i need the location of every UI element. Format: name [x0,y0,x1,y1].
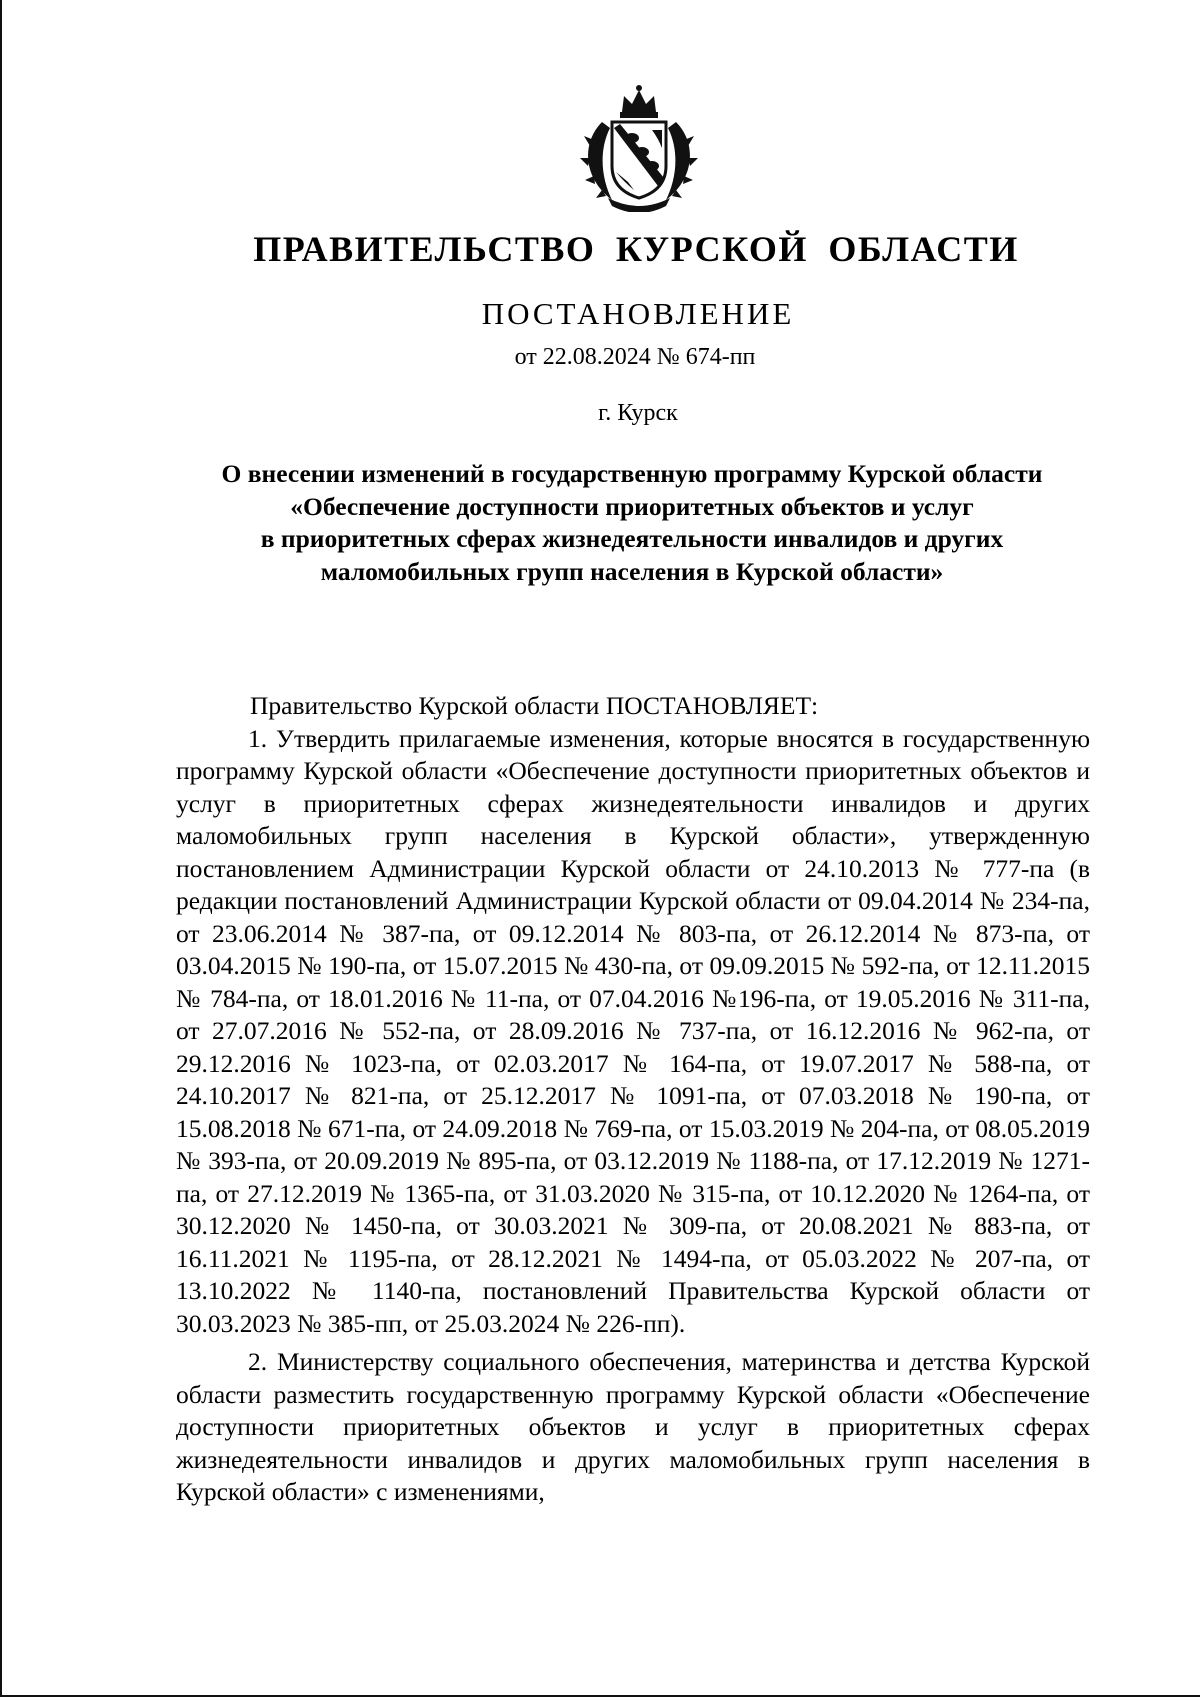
body-paragraph-2: 2. Министерству социального обеспечения, материнства и детства Курской области разместить государственную программу Курской области «Обеспечение доступности приоритетных объектов и услуг в приоритетных сферах жизнедеятельности инвалидов и других маломобильных групп населения в Курской области» с изменениями, [176,1347,1090,1506]
document-body [176,690,1090,1509]
body-paragraph-1: 1. Утвердить прилагаемые изменения, которые вносятся в государственную программу Курской области «Обеспечение доступности приоритетных объектов и услуг в приоритетных сферах жизнедеятельности инвалидов и других маломобильных групп населения в Курской области», утвержденную постановлением Администрации Курской области от 24.10.2013 № 777-па (в редакции постановлений Администрации Курской области от 09.04.2014 № 234-па, от 23.06.2014 № 387-па, от 09.12.2014 № 803-па, от 26.12.2014 № 873-па, от 03.04.2015 № 190-па, от 15.07.2015 № 430-па, от 09.09.2015 № 592-па, от 12.11.2015 № 784-па, от 18.01.2016 № 11-па, от 07.04.2016 №196-па, от 19.05.2016 № 311-па, от 27.07.2016 № 552-па, от 28.09.2016 № 737-па, от 16.12.2016 № 962-па, от 29.12.2016 № 1023-па, от 02.03.2017 № 164-па, от 19.07.2017 № 588-па, от 24.10.2017 № 821-па, от 25.12.2017 № 1091-па, от 07.03.2018 № 190-па, от 15.08.2018 № 671-па, от 24.09.2018 № 769-па, от 15.03.2019 № 204-па, от 08.05.2019 № 393-па, от 20.09.2019 № 895-па, от 03.12.2019 № 1188-па, от 17.12.2019 № 1271-па, от 27.12.2019 № 1365-па, от 31.03.2020 № 315-па, от 10.12.2020 № 1264-па, от 30.12.2020 № 1450-па, от 30.03.2021 № 309-па, от 20.08.2021 № 883-па, от 16.11.2021 № 1195-па, от 28.12.2021 № 1494-па, от 05.03.2022 № 207-па, от 13.10.2022 № 1140-па, постановлений Правительства Курской области от 30.03.2023 № 385-пп, от 25.03.2024 № 226-пп). [176,723,1090,1338]
document-type: ПОСТАНОВЛЕНИЕ [481,296,795,331]
decree-lead: Правительство Курской области ПОСТАНОВЛЯЕТ: [250,691,819,720]
title-line: О внесении изменений в государственную программу Курской области [221,459,1043,488]
document-title [170,458,1094,588]
title-line: «Обеспечение доступности приоритетных объектов и услуг [290,491,974,521]
organization-name: ПРАВИТЕЛЬСТВО КУРСКОЙ ОБЛАСТИ [253,229,1019,269]
title-line: маломобильных групп населения в Курской области» [320,556,944,586]
kursk-coat-of-arms-icon [572,82,706,212]
document-city: г. Курск [598,400,678,426]
document-number: от 22.08.2024 № 674-пп [514,344,756,370]
title-line: в приоритетных сферах жизнедеятельности инвалидов и других [260,524,1004,553]
